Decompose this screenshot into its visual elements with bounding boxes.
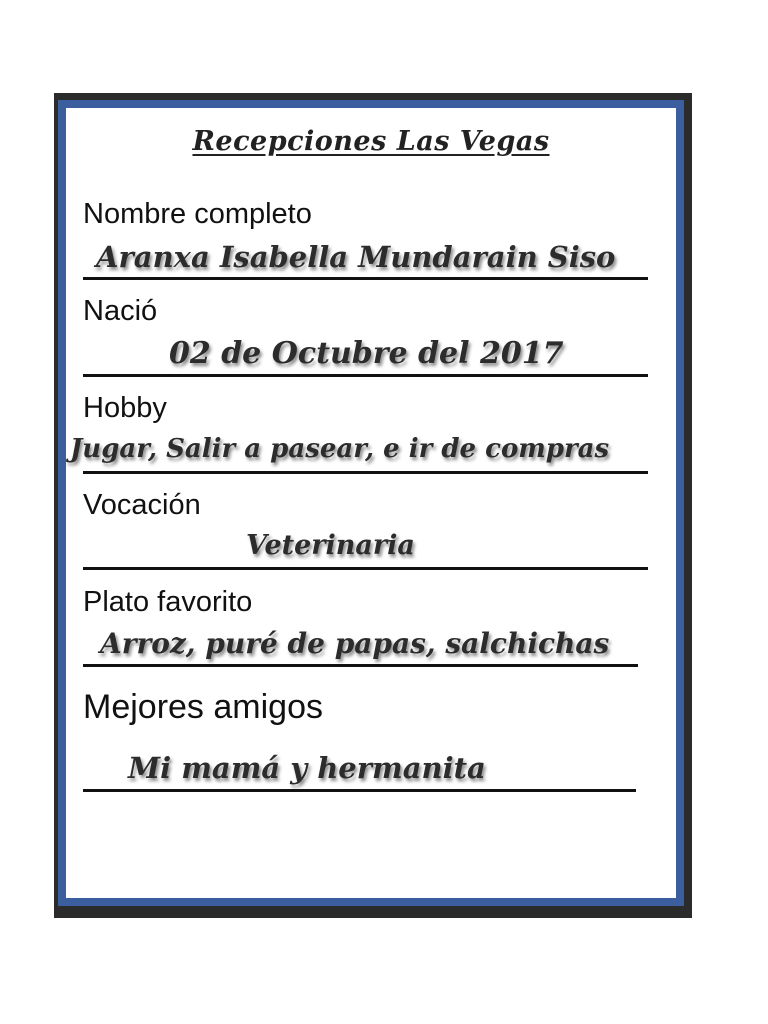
form-card-inner [66,108,676,898]
line-plato-favorito [83,664,638,667]
label-nombre-completo: Nombre completo [83,198,312,230]
label-plato-favorito: Plato favorito [83,586,253,618]
label-nacio: Nació [83,295,158,327]
label-vocacion: Vocación [83,489,201,521]
label-mejores-amigos: Mejores amigos [83,688,323,726]
value-hobby: Jugar, Salir a pasear, e ir de compras [70,434,610,464]
value-nacio: 02 de Octubre del 2017 [169,336,564,371]
line-vocacion [83,567,648,570]
value-nombre-completo: Aranxa Isabella Mundarain Siso [96,240,616,274]
value-plato-favorito: Arroz, puré de papas, salchichas [100,627,610,660]
label-hobby: Hobby [83,392,167,424]
form-title: Recepciones Las Vegas [192,126,550,157]
line-hobby [83,471,648,474]
value-vocacion: Veterinaria [246,530,415,561]
value-mejores-amigos: Mi mamá y hermanita [128,751,486,785]
form-card [58,100,684,906]
line-nombre-completo [83,277,648,280]
line-mejores-amigos [83,789,636,792]
line-nacio [83,374,648,377]
